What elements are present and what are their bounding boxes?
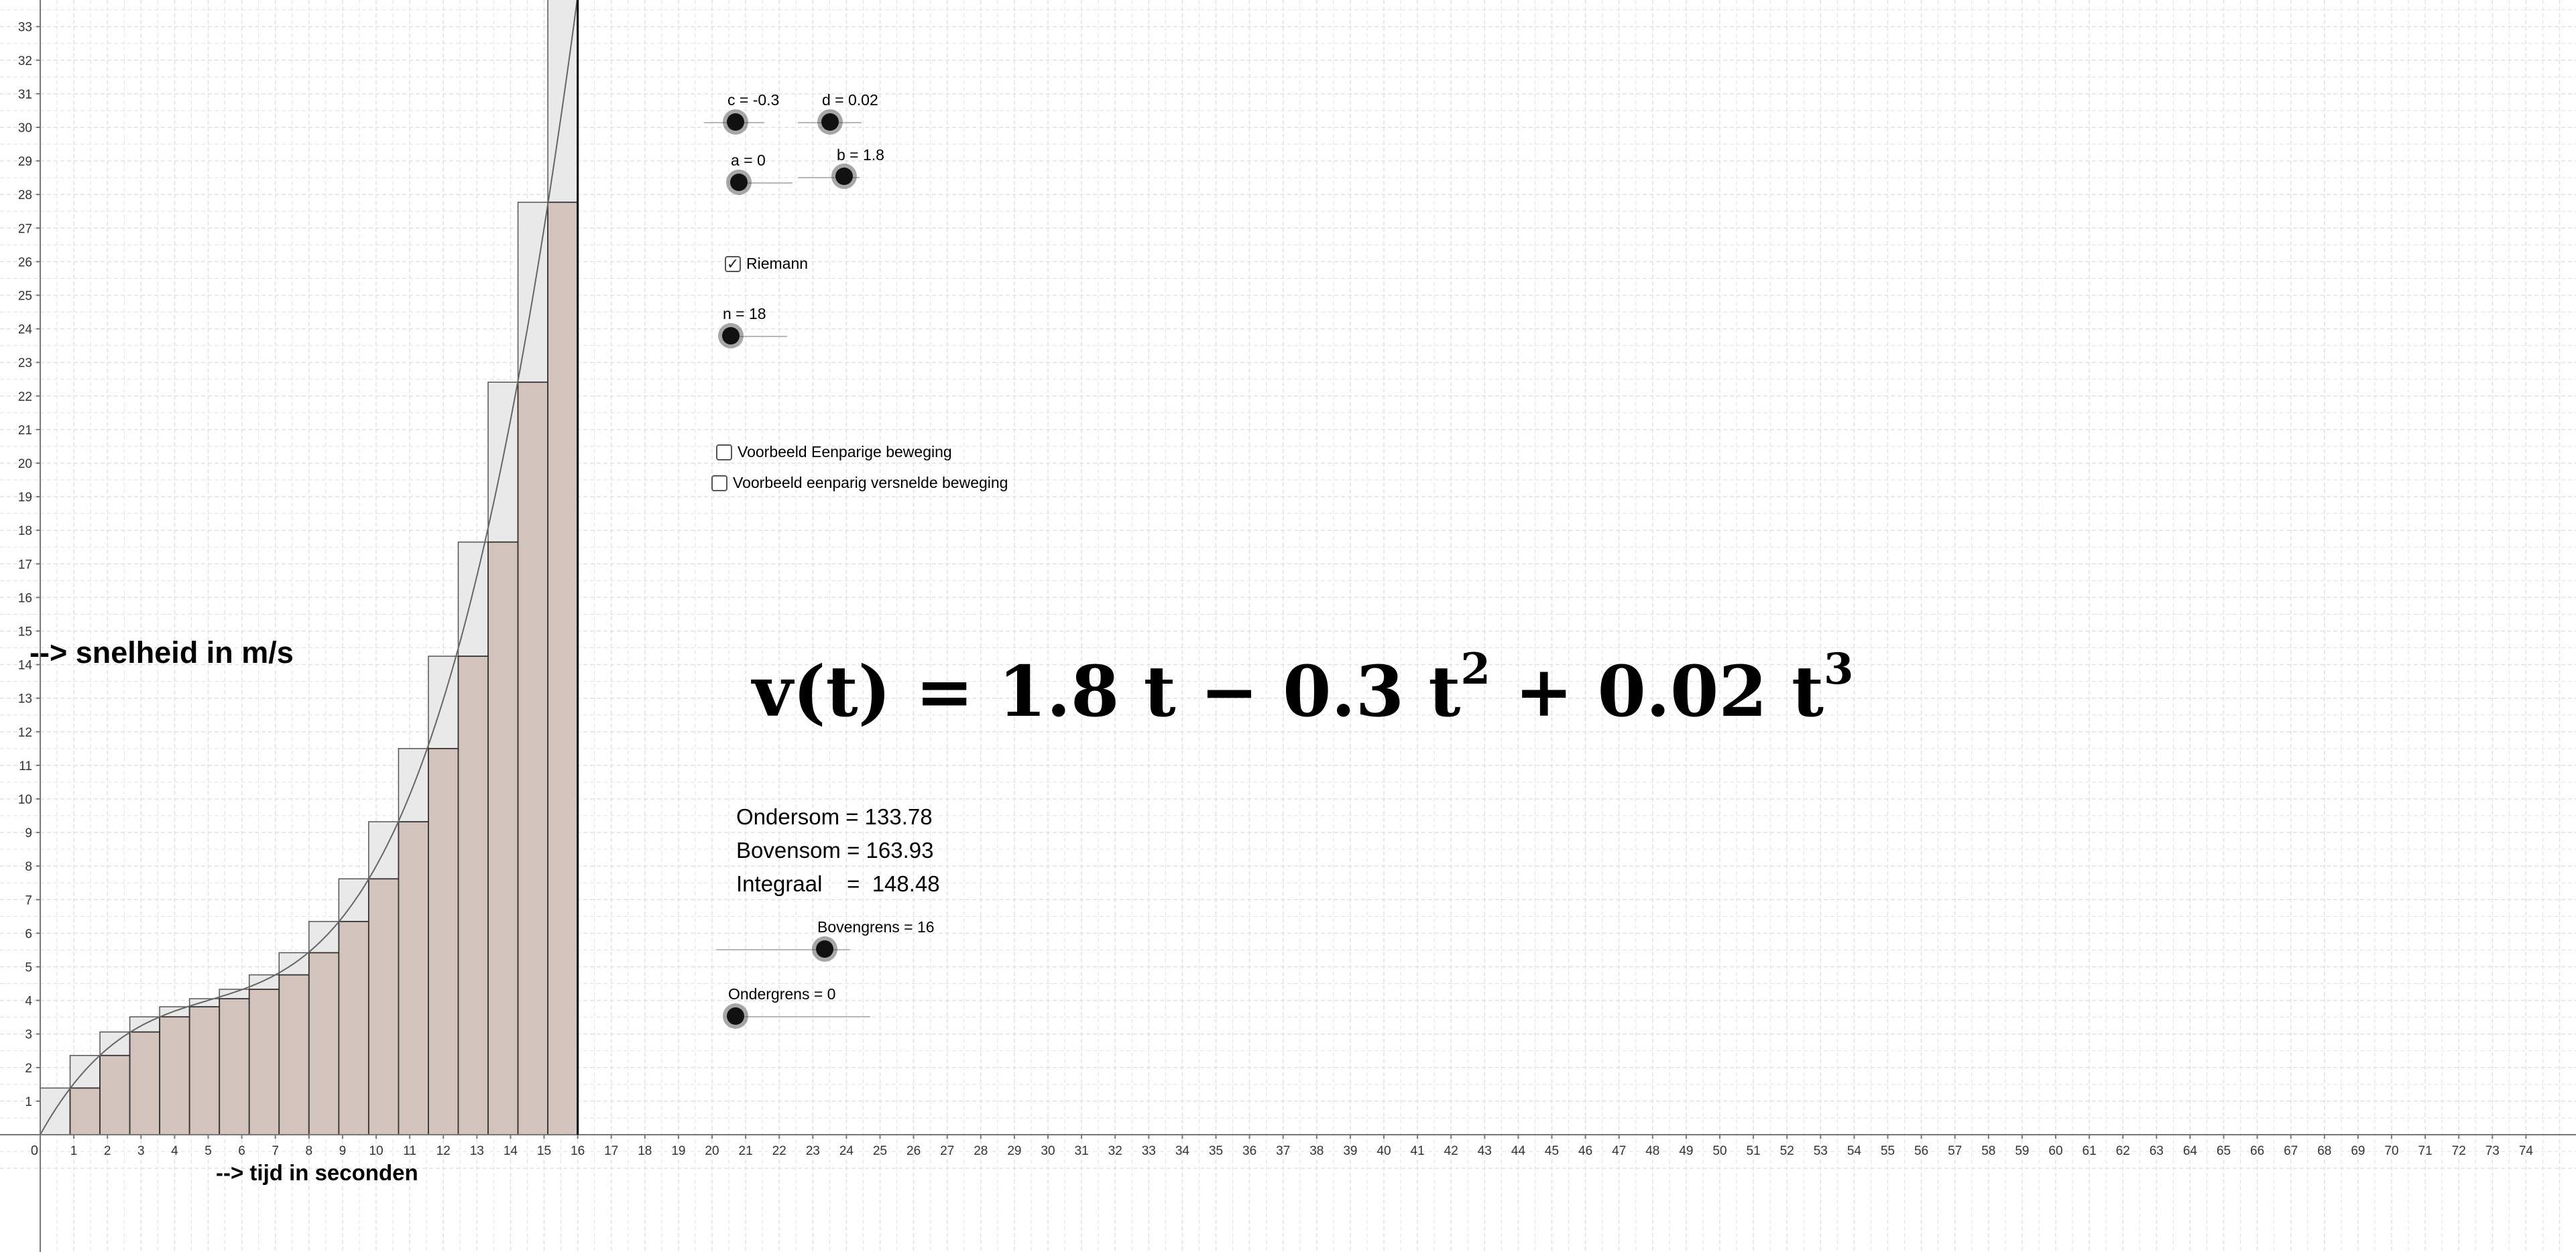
y-tick-label: 6 (25, 927, 32, 942)
y-axis-tick-labels (18, 21, 40, 1109)
x-tick-label: 15 (536, 1144, 552, 1158)
x-tick-label: 50 (1712, 1144, 1727, 1158)
versneld-checkbox-row[interactable] (711, 474, 1008, 492)
y-tick-label: 12 (17, 725, 32, 740)
x-tick-label: 68 (2317, 1144, 2332, 1158)
slider-bovengrens-label: Bovengrens = 16 (817, 918, 935, 936)
x-tick-label: 60 (2048, 1144, 2063, 1158)
eenparig-checkbox-label: Voorbeeld Eenparige beweging (738, 443, 952, 460)
x-axis-tick-labels (31, 1135, 2534, 1158)
x-tick-label: 17 (604, 1144, 619, 1158)
formula-main: v(t) = 1.8 t − 0.3 t (752, 650, 1461, 733)
x-tick-label: 65 (2216, 1144, 2231, 1158)
x-tick-label: 74 (2518, 1144, 2533, 1158)
formula-cubic-term: + 0.02 t (1490, 650, 1824, 733)
slider-a-label: a = 0 (731, 151, 766, 169)
x-tick-label: 47 (1612, 1144, 1627, 1158)
y-tick-label: 31 (17, 87, 32, 102)
lower-sum-bar (339, 922, 369, 1135)
x-tick-label: 4 (171, 1144, 178, 1158)
slider-c-label: c = -0.3 (727, 91, 780, 109)
slider-c-knob[interactable] (727, 113, 744, 131)
x-tick-label: 53 (1813, 1144, 1828, 1158)
x-tick-label: 42 (1444, 1144, 1458, 1158)
lower-sum-bar (100, 1056, 130, 1135)
x-tick-label: 46 (1578, 1144, 1593, 1158)
x-tick-label: 23 (805, 1144, 820, 1158)
x-tick-label: 32 (1108, 1144, 1122, 1158)
x-tick-label: 36 (1242, 1144, 1257, 1158)
x-tick-label: 5 (204, 1144, 212, 1158)
y-tick-label: 2 (25, 1061, 32, 1076)
y-tick-label: 25 (17, 289, 32, 304)
lower-sum-bar (279, 975, 309, 1135)
y-tick-label: 23 (17, 356, 32, 371)
x-tick-label: 51 (1746, 1144, 1761, 1158)
x-tick-label: 29 (1007, 1144, 1022, 1158)
lower-sum-bar (369, 879, 399, 1135)
formula-exponent-2: 2 (1460, 644, 1490, 694)
lower-sum-bar (398, 822, 428, 1135)
slider-n-knob[interactable] (722, 327, 740, 345)
lower-sum-bar (70, 1088, 101, 1135)
x-tick-label: 69 (2351, 1144, 2365, 1158)
y-tick-label: 30 (17, 121, 32, 135)
x-tick-label: 48 (1645, 1144, 1660, 1158)
x-tick-label: 41 (1410, 1144, 1425, 1158)
x-tick-label: 38 (1309, 1144, 1324, 1158)
x-tick-label: 45 (1544, 1144, 1560, 1158)
y-tick-label: 29 (17, 155, 32, 170)
x-tick-label: 52 (1779, 1144, 1794, 1158)
slider-ondergrens-track[interactable] (735, 1016, 870, 1017)
riemann-checkbox-label: Riemann (746, 255, 809, 272)
y-tick-label: 10 (17, 793, 32, 807)
lower-sum-bar (548, 202, 578, 1135)
slider-d-knob[interactable] (821, 113, 839, 131)
y-tick-label: 24 (17, 322, 32, 337)
y-tick-label: 22 (17, 389, 32, 404)
x-tick-label: 28 (974, 1144, 988, 1158)
y-tick-label: 19 (17, 491, 32, 505)
slider-ondergrens-label: Ondergrens = 0 (728, 985, 836, 1003)
eenparig-checkbox-row[interactable] (716, 443, 952, 461)
x-tick-label: 26 (906, 1144, 921, 1158)
x-tick-label: 73 (2485, 1144, 2500, 1158)
x-tick-label: 33 (1141, 1144, 1156, 1158)
lower-sum-bar (309, 952, 339, 1135)
y-tick-label: 20 (17, 457, 32, 471)
x-tick-label: 14 (503, 1144, 518, 1158)
y-tick-label: 4 (25, 994, 32, 1009)
x-tick-label: 16 (571, 1144, 585, 1158)
x-tick-label: 61 (2082, 1144, 2097, 1158)
y-tick-label: 26 (17, 255, 32, 270)
versneld-checkbox[interactable] (711, 475, 727, 491)
lower-sum-bar (488, 542, 518, 1135)
x-tick-label: 20 (705, 1144, 719, 1158)
x-tick-label: 13 (469, 1144, 484, 1158)
x-tick-label: 11 (403, 1144, 416, 1158)
x-tick-label: 18 (638, 1144, 652, 1158)
x-tick-label: 39 (1343, 1144, 1358, 1158)
slider-b-knob[interactable] (835, 168, 853, 185)
y-tick-label: 5 (25, 960, 32, 975)
y-axis-title: --> snelheid in m/s (30, 635, 294, 670)
slider-ondergrens-knob[interactable] (727, 1007, 744, 1025)
x-tick-label: 21 (738, 1144, 753, 1158)
lower-sum-bar (518, 382, 548, 1135)
y-tick-label: 17 (17, 558, 32, 572)
x-tick-label: 63 (2149, 1144, 2164, 1158)
x-tick-label: 22 (772, 1144, 786, 1158)
x-tick-label: 25 (872, 1144, 888, 1158)
y-tick-label: 33 (17, 20, 32, 35)
lower-sum-bar (190, 1007, 220, 1135)
x-tick-label: 72 (2451, 1144, 2466, 1158)
sums-panel (736, 800, 940, 901)
riemann-checkbox-row[interactable] (725, 255, 808, 273)
slider-bovengrens-knob[interactable] (816, 940, 833, 958)
y-tick-label: 32 (17, 54, 32, 68)
y-tick-label: 7 (25, 893, 32, 908)
x-tick-label: 7 (272, 1144, 279, 1158)
eenparig-checkbox[interactable] (716, 444, 732, 460)
x-tick-label: 9 (339, 1144, 347, 1158)
y-tick-label: 16 (17, 591, 32, 606)
x-tick-label: 1 (70, 1144, 78, 1158)
y-tick-label: 21 (17, 423, 32, 438)
slider-a-knob[interactable] (730, 174, 748, 191)
x-tick-label: 56 (1914, 1144, 1929, 1158)
y-tick-label: 11 (19, 759, 32, 773)
x-tick-label: 66 (2250, 1144, 2265, 1158)
x-tick-label: 57 (1948, 1144, 1963, 1158)
lower-sum-bar (160, 1017, 190, 1135)
slider-d-label: d = 0.02 (822, 91, 878, 109)
lower-sum-bar (130, 1032, 160, 1135)
x-tick-label: 71 (2418, 1144, 2433, 1158)
x-tick-label: 31 (1074, 1144, 1089, 1158)
y-tick-label: 18 (17, 524, 32, 539)
x-tick-label: 64 (2182, 1144, 2197, 1158)
ondersom-text: Ondersom = 133.78 (736, 804, 933, 829)
x-tick-label: 6 (238, 1144, 245, 1158)
x-tick-label: 8 (305, 1144, 313, 1158)
lower-sum-bar (219, 999, 249, 1135)
y-tick-label: 15 (17, 625, 32, 639)
x-tick-label: 19 (671, 1144, 686, 1158)
slider-b-label: b = 1.8 (837, 146, 884, 164)
x-tick-label: 2 (103, 1144, 111, 1158)
x-tick-label: 35 (1208, 1144, 1224, 1158)
x-tick-label: 27 (940, 1144, 955, 1158)
y-tick-label: 27 (17, 222, 32, 237)
x-tick-label: 70 (2384, 1144, 2399, 1158)
y-tick-label: 1 (25, 1094, 32, 1109)
x-tick-label: 10 (369, 1144, 384, 1158)
slider-n-label: n = 18 (723, 305, 766, 322)
lower-sum-bar (428, 749, 459, 1135)
velocity-formula (752, 644, 1854, 733)
y-tick-label: 28 (17, 188, 32, 203)
riemann-checkbox[interactable]: ✓ (725, 256, 741, 272)
x-tick-label: 24 (839, 1144, 854, 1158)
integraal-text: Integraal = 148.48 (736, 871, 940, 896)
x-tick-label: 37 (1276, 1144, 1291, 1158)
x-tick-label: 67 (2284, 1144, 2298, 1158)
y-tick-label: 13 (17, 692, 32, 706)
bovensom-text: Bovensom = 163.93 (736, 838, 934, 863)
x-tick-label: 43 (1477, 1144, 1492, 1158)
x-tick-label: 59 (2015, 1144, 2030, 1158)
x-tick-label: 3 (137, 1144, 145, 1158)
x-tick-label: 55 (1880, 1144, 1895, 1158)
x-tick-label: 54 (1847, 1144, 1861, 1158)
lower-sum-bar (249, 989, 280, 1135)
formula-exponent-3: 3 (1824, 644, 1854, 694)
x-tick-label: 34 (1175, 1144, 1189, 1158)
y-tick-label: 9 (25, 826, 32, 841)
x-tick-label: 12 (436, 1144, 451, 1158)
x-tick-label: 30 (1041, 1144, 1055, 1158)
y-tick-label: 3 (25, 1027, 32, 1042)
x-tick-label: 49 (1679, 1144, 1694, 1158)
x-tick-label: 44 (1511, 1144, 1525, 1158)
lower-sum-bar (458, 656, 488, 1135)
x-axis-title: --> tijd in seconden (216, 1160, 418, 1185)
y-tick-label: 14 (17, 658, 32, 673)
x-tick-label: 62 (2115, 1144, 2130, 1158)
y-tick-label: 8 (25, 860, 32, 875)
x-tick-label: 40 (1377, 1144, 1391, 1158)
x-tick-label: 58 (1981, 1144, 1996, 1158)
versneld-checkbox-label: Voorbeeld eenparig versnelde beweging (733, 474, 1008, 491)
origin-tick-label: 0 (30, 1143, 38, 1158)
